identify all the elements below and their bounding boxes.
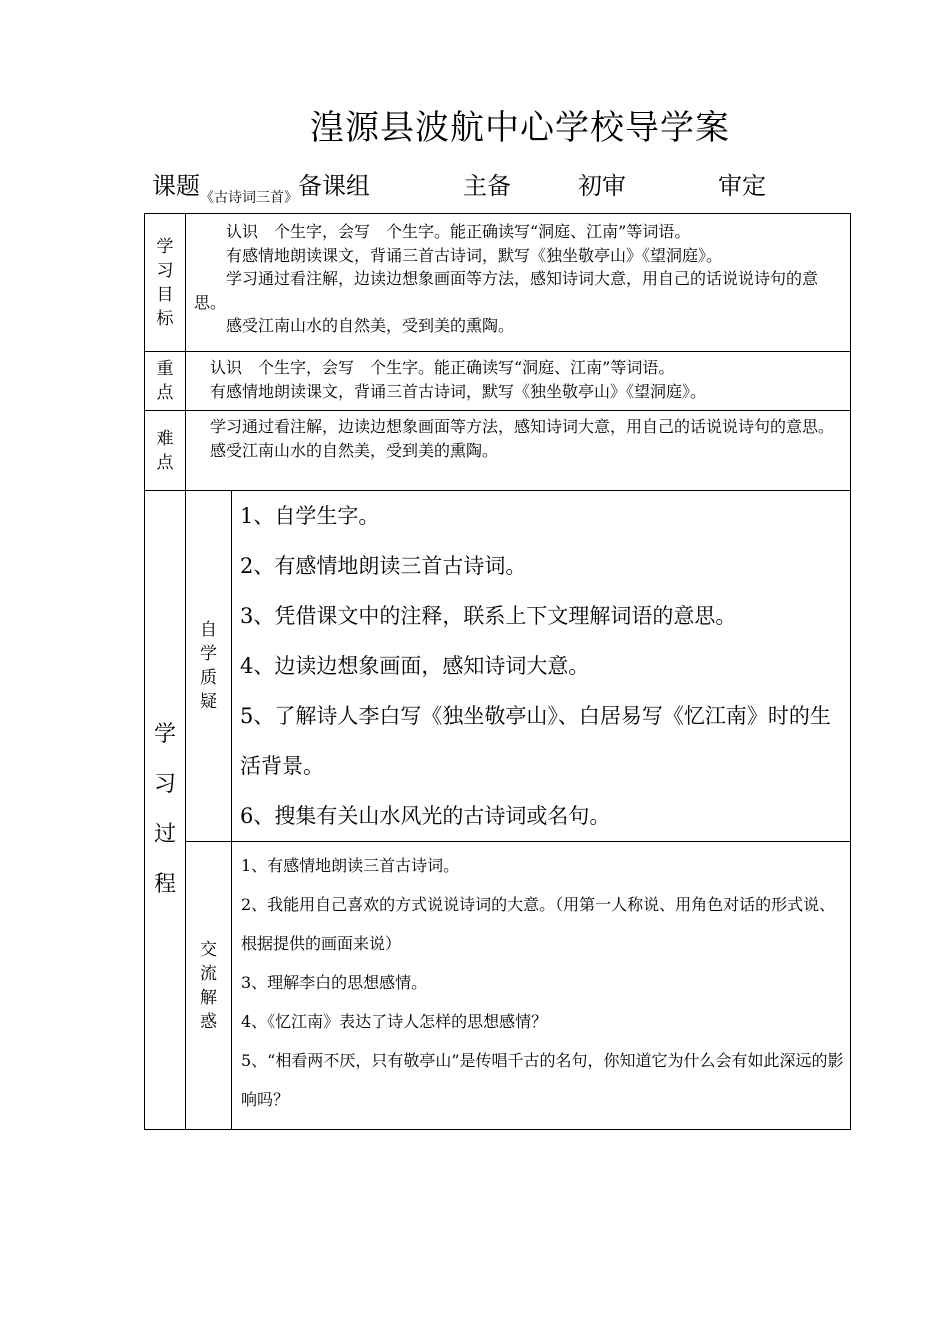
self-study-item: 6、搜集有关山水风光的古诗词或名句。 [240, 804, 611, 828]
lesson-plan-table [144, 213, 851, 1130]
difficult-point-line: 学习通过看注解，边读边想象画面等方法，感知诗词大意，用自己的话说说诗句的意思。 [210, 417, 835, 436]
discussion-content [232, 842, 851, 1130]
key-point-line: 认识 个生字，会写 个生字。能正确读写“洞庭、江南”等词语。 [210, 358, 675, 377]
self-study-label: 自 学 质 疑 [186, 491, 232, 842]
course-label: 课题 [152, 172, 200, 200]
difficult-points-label: 难 点 [145, 411, 186, 491]
goal-line: 认识 个生字，会写 个生字。能正确读写“洞庭、江南”等词语。 [226, 222, 691, 241]
self-study-row [145, 491, 851, 842]
learning-process-label: 学 习 过 程 [145, 491, 186, 1130]
key-points-content [186, 352, 851, 411]
discussion-item: 5、“相看两不厌，只有敬亭山”是传唱千古的名句，你知道它为什么会有如此深远的影响吗？ [241, 1051, 844, 1109]
goal-line: 感受江南山水的自然美，受到美的熏陶。 [226, 316, 515, 335]
goals-label: 学 习 目 标 [145, 214, 186, 352]
self-study-item: 2、有感情地朗读三首古诗词。 [240, 554, 527, 578]
group-label: 备课组 [298, 172, 370, 200]
key-points-row [145, 352, 851, 411]
course-title-field [152, 166, 370, 206]
final-approval-label: 审定 [718, 172, 766, 200]
key-points-label: 重 点 [145, 352, 186, 411]
course-name: 《古诗词三首》 [200, 190, 298, 206]
key-point-line: 有感情地朗读课文，背诵三首古诗词，默写《独坐敬亭山》《望洞庭》。 [210, 381, 707, 401]
discussion-item: 4、《忆江南》表达了诗人怎样的思想感情？ [241, 1012, 548, 1031]
goal-line: 学习通过看注解，边读边想象画面等方法，感知诗词大意，用自己的话说说诗句的意思。 [194, 269, 819, 312]
discussion-item: 3、理解李白的思想感情。 [241, 973, 428, 992]
difficult-points-row [145, 411, 851, 491]
self-study-item: 3、凭借课文中的注释，联系上下文理解词语的意思。 [240, 604, 737, 628]
discussion-label: 交 流 解 惑 [186, 842, 232, 1130]
first-review-label: 初审 [578, 172, 626, 200]
self-study-item: 1、自学生字。 [240, 504, 380, 528]
discussion-row [145, 842, 851, 1130]
self-study-content [232, 491, 851, 842]
goals-row [145, 214, 851, 352]
discussion-item: 1、有感情地朗读三首古诗词。 [241, 856, 460, 875]
discussion-item: 2、我能用自己喜欢的方式说说诗词的大意。（用第一人称说、用角色对话的形式说、根据提供的画面来说） [241, 895, 836, 953]
goals-content [186, 214, 851, 352]
difficult-point-line: 感受江南山水的自然美，受到美的熏陶。 [210, 440, 499, 460]
page-title: 湟源县波航中心学校导学案 [310, 108, 730, 148]
self-study-item: 5、了解诗人李白写《独坐敬亭山》、白居易写《忆江南》时的生活背景。 [240, 704, 831, 778]
difficult-points-content [186, 411, 851, 491]
goal-line: 有感情地朗读课文，背诵三首古诗词，默写《独坐敬亭山》《望洞庭》。 [226, 245, 723, 265]
self-study-item: 4、边读边想象画面，感知诗词大意。 [240, 654, 590, 678]
main-preparer-label: 主备 [463, 172, 511, 200]
